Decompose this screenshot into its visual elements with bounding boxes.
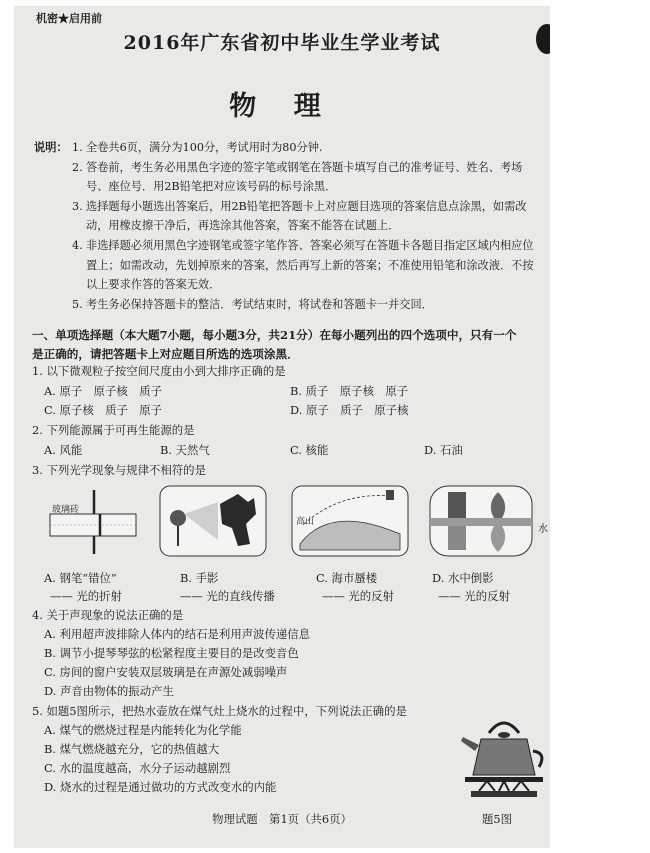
hand-shadow-figure (158, 484, 268, 558)
mountain-label: 高山 (296, 517, 315, 527)
question-5-option-c: C. 水的温度越高，水分子运动越剧烈 (44, 761, 231, 775)
question-3-stem: 3. 下列光学现象与规律不相符的是 (32, 463, 206, 477)
question-2-stem: 2. 下列能源属于可再生能源的是 (32, 423, 195, 437)
figure-5-label: 题5图 (482, 812, 513, 826)
section-heading: 一、单项选择题（本大题7小题，每小题3分，共21分）在每小题列出的四个选项中，只有一个 是正确的，请把答题卡上对应题目所选的选项涂黑． (32, 328, 517, 361)
question-5-option-d: D. 烧水的过程是通过做功的方式改变水的内能 (44, 780, 277, 794)
glass-block-label: 玻璃砖 (52, 505, 80, 515)
question-3-option-d: D. 水中倒影 (432, 571, 494, 585)
question-4-option-b: B. 调节小提琴琴弦的松紧程度主要目的是改变音色 (44, 646, 299, 660)
question-1-option-a: A. 原子 原子核 质子 (44, 384, 162, 398)
question-5-option-a: A. 煤气的燃烧过程是内能转化为化学能 (44, 723, 242, 737)
water-label: 水 (538, 524, 548, 535)
instruction-item: 2. 答卷前，考生务必用黑色字迹的签字笔或钢笔在答题卡填写自己的准考证号、姓名、考场号、座位号．用2B铅笔把对应该号码的标号涂黑． (72, 160, 523, 194)
question-2-option-b: B. 天然气 (160, 443, 210, 457)
question-3-option-c-law: —— 光的反射 (322, 589, 394, 603)
question-3-option-a-law: —— 光的折射 (50, 589, 122, 603)
question-2-option-c: C. 核能 (290, 443, 329, 457)
question-4-stem: 4. 关于声现象的说法正确的是 (32, 608, 184, 622)
question-4-option-c: C. 房间的窗户安装双层玻璃是在声源处减弱噪声 (44, 665, 288, 679)
question-3-option-a: A. 钢笔“错位” (44, 571, 117, 585)
question-3-option-d-law: —— 光的反射 (438, 589, 510, 603)
question-4-option-d: D. 声音由物体的振动产生 (44, 684, 174, 698)
page-footer: 物理试题 第1页（共6页） (212, 812, 352, 826)
question-5-option-b: B. 煤气燃烧越充分，它的热值越大 (44, 742, 220, 756)
instruction-item: 3. 选择题每小题选出答案后，用2B铅笔把答题卡上对应题目选项的答案信息点涂黑，如需改动，用橡皮擦干净后，再选涂其他答案，答案不能答在试题上． (72, 199, 527, 233)
subject-title: 物 理 (229, 91, 335, 122)
question-1-option-b: B. 质子 原子核 原子 (290, 384, 409, 398)
question-2-option-a: A. 风能 (44, 443, 83, 457)
pen-glass-figure (44, 484, 144, 558)
question-3-option-c: C. 海市蜃楼 (316, 571, 378, 585)
confidential-mark: 机密★启用前 (36, 12, 102, 25)
kettle-stove-figure (459, 711, 549, 799)
question-3-figures (44, 484, 548, 564)
exam-paper (14, 6, 550, 848)
question-3-option-b: B. 手影 (180, 571, 219, 585)
question-1-option-c: C. 原子核 质子 原子 (44, 403, 163, 417)
exam-title: 2016年广东省初中毕业生学业考试 (123, 32, 441, 54)
question-1-stem: 1. 以下微观粒子按空间尺度由小到大排序正确的是 (32, 364, 286, 378)
instructions (34, 138, 544, 314)
question-2-option-d: D. 石油 (424, 443, 463, 457)
instructions-label: 说明： (34, 140, 68, 154)
question-1-option-d: D. 原子 质子 原子核 (290, 403, 409, 417)
question-4-option-a: A. 利用超声波排除人体内的结石是利用声波传递信息 (44, 627, 311, 641)
water-reflection-figure (428, 484, 534, 558)
instruction-item: 说明： 1. 全卷共6页，满分为100分，考试用时为80分钟. (34, 138, 544, 158)
question-5-stem: 5. 如题5图所示，把热水壶放在煤气灶上烧水的过程中，下列说法正确的是 (32, 704, 407, 718)
instruction-item: 5. 考生务必保持答题卡的整洁．考试结束时，将试卷和答题卡一并交回． (72, 297, 433, 311)
instruction-item: 4. 非选择题必须用黑色字迹钢笔或签字笔作答、答案必须写在答题卡各题目指定区域内相应位置上；如需改动，先划掉原来的答案，然后再写上新的答案；不准使用铅笔和涂改液．不按以上要求作答的答案无效． (72, 238, 534, 292)
question-3-option-b-law: —— 光的直线传播 (180, 589, 275, 603)
